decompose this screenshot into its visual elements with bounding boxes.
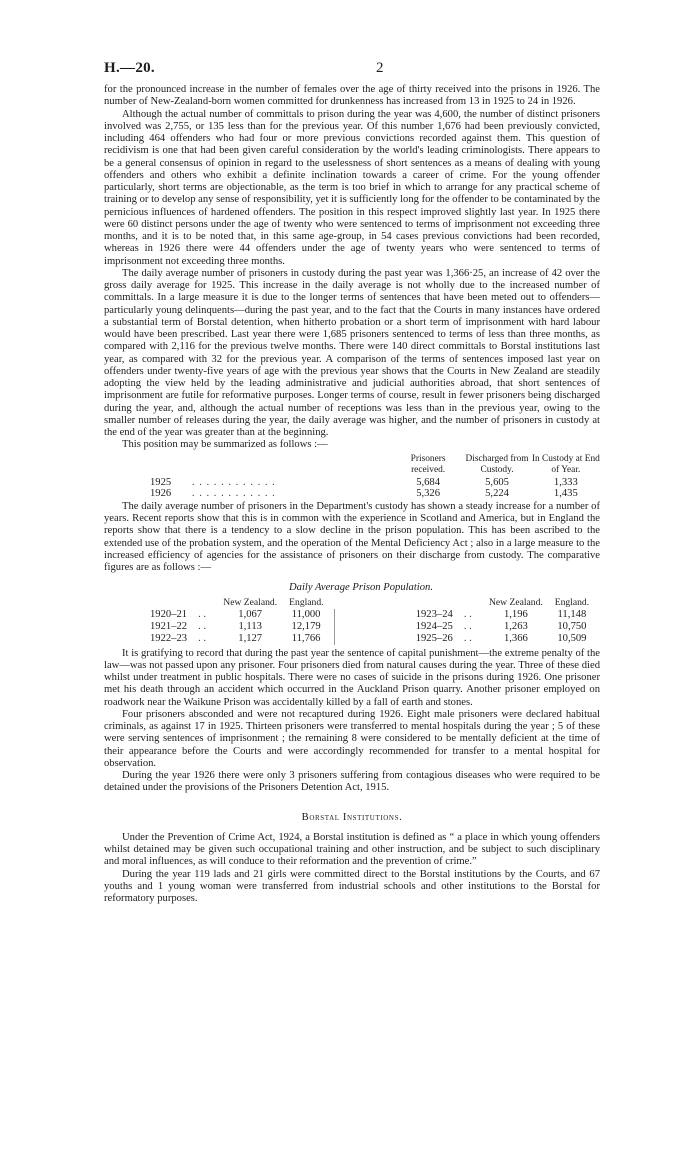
document-reference: H.—20.	[104, 60, 155, 76]
page-header	[104, 60, 600, 80]
column-header: England.	[289, 596, 324, 608]
year-cell: 1924–25	[415, 620, 453, 632]
year-cell: 1925–26	[415, 632, 453, 644]
year-cell: 1922–23	[150, 632, 188, 644]
table-header-row	[104, 454, 600, 477]
column-header: New Zealand.	[223, 596, 278, 608]
year-cell: 1923–24	[415, 608, 453, 620]
in-custody-cell: 1,435	[553, 488, 578, 500]
paragraph: The daily average number of prisoners in custody during the past year was 1,366·25, an increase of 42 over the gross daily average for 1925. This increase in the daily average is not wholly due to the increased number of committals. In a large measure it is due to the longer terms of sentences that have been meted out to offenders—particularly young delinquents—during the past year, and to the fact that the Courts in many instances have ordered a substantial term of Borstal detention, when hitherto probation or a short term of imprisonment with hard labour would have been prescribed. Last year there were 1,685 prisoners sentenced to terms of less than three months, as compared with 2,116 for the previous twelve months. There were 140 direct committals to Borstal institutions last year, as compared with 32 for the previous year. A comparison of the terms of sentences imposed last year on offenders under twenty-five years of age with the previous year shows that the Courts in New Zealand are steadily adopting the view held by the leading administrative and judicial authorities abroad, that short sentences of imprisonment are futile for reformative purposes. Longer terms of course, result in fewer prisoners being discharged during the year, and, although the actual number of receptions was less than in the previous year, owing to the smaller number of releases during the year, the daily average was higher, and the number of prisoners in custody at the end of the year was greater than at the beginning.	[104, 267, 600, 438]
section-heading: Borstal Institutions.	[301, 811, 403, 823]
table-title: Daily Average Prison Population.	[289, 582, 433, 594]
summary-table	[104, 454, 600, 500]
england-cell: 11,766	[291, 632, 321, 644]
nz-cell: 1,366	[503, 632, 528, 644]
nz-cell: 1,067	[238, 608, 263, 620]
paragraph: Although the actual number of committals to prison during the year was 4,600, the number of distinct prisoners involved was 2,755, or 135 less than for the previous year. Of this number 1,676 had been previously convicted, including 464 offenders who had four or more previous convictions recorded against them. This question of recidivism is one that had been given careful consideration by the world's leading criminologists. There appears to be a general consensus of opinion in regard to the uselessness of short sentences as a means of dealing with young offenders and others who exhibit a definite inclination towards a career of crime. For the young offender particularly, short terms are objectionable, as the term is too brief in which to arrange for any practical scheme of training or to develop any sense of responsibility, yet it is sufficiently long for the offender to be contaminated by the pernicious influences of hardened offenders. The position in this respect improved slightly last year. In 1925 there were 60 distinct persons under the age of twenty who were sentenced to terms of imprisonment not exceeding three months, and it is to be noted that, in this same age-group, in 54 cases previous convictions had been recorded, whereas in 1926 there were 44 offenders under the age of twenty years who were sentenced to terms of imprisonment not exceeding three months.	[104, 108, 600, 267]
column-header: Discharged from Custody.	[465, 453, 529, 476]
leader-dots: . .	[463, 632, 472, 644]
table-header-row	[104, 597, 600, 609]
column-header: New Zealand.	[488, 596, 543, 608]
england-cell: 11,000	[291, 608, 321, 620]
nz-cell: 1,196	[503, 608, 528, 620]
paragraph: During the year 119 lads and 21 girls were committed direct to the Borstal institutions by the Courts, and 67 youths and 1 young woman were transferred from industrial schools and other institutions to the Borstal for reformatory purposes.	[104, 868, 600, 905]
paragraph: Under the Prevention of Crime Act, 1924, a Borstal institution is defined as “ a place in which young offenders whilst detained may be given such occupational training and other instruction, and be subject to such disciplinary and moral influences, as will conduce to their reformation and the prevention of crime.”	[104, 831, 600, 868]
year-cell: 1920–21	[150, 608, 188, 620]
table-row	[104, 633, 600, 645]
table-row	[104, 488, 600, 500]
year-cell: 1925	[150, 476, 172, 488]
in-custody-cell: 1,333	[553, 476, 578, 488]
paragraph: The daily average number of prisoners in the Department's custody has shown a steady increase for a number of years. Recent reports show that this is in common with the experience in Scotland and America, but in England the reports show that there is a tendency to a slow decline in the prison population. This has been ascribed to the extended use of the probation system, and the operation of the Mental Deficiency Act ; also in a large measure to the increased efficiency of agencies for the assistance of prisoners on their discharge from custody. The comparative figures are as follows :—	[104, 500, 600, 574]
column-header: England.	[554, 596, 590, 608]
nz-cell: 1,127	[238, 632, 263, 644]
leader-dots: . .	[463, 608, 472, 620]
nz-cell: 1,263	[503, 620, 528, 632]
england-cell: 10,509	[557, 632, 587, 644]
table-row	[104, 609, 600, 621]
page-number: 2	[376, 60, 384, 76]
body-text	[104, 84, 600, 905]
england-cell: 10,750	[557, 620, 587, 632]
leader-dots: . .	[198, 620, 207, 632]
received-cell: 5,326	[416, 488, 441, 500]
leader-dots: . .	[198, 608, 207, 620]
column-divider	[335, 621, 370, 633]
leader-dots: . .	[198, 632, 207, 644]
paragraph: Four prisoners absconded and were not recaptured during 1926. Eight male prisoners were declared habitual criminals, as against 17 in 1925. Thirteen prisoners were transferred to mental hospitals during the year ; 5 of these were serving sentences of imprisonment ; the remaining 8 were considered to be mentally deficient at the time of their appearance before the Courts and were accordingly recommended for transfer to a mental hospital for observation.	[104, 708, 600, 769]
paragraph: This position may be summarized as follows :—	[122, 439, 328, 451]
paragraph: During the year 1926 there were only 3 prisoners suffering from contagious diseases who were required to be detained under the provisions of the Prisoners Detention Act, 1915.	[104, 770, 600, 794]
discharged-cell: 5,224	[485, 488, 509, 500]
leader-dots: . .	[463, 620, 472, 632]
nz-cell: 1,113	[238, 620, 262, 632]
england-cell: 11,148	[557, 608, 587, 620]
column-divider	[335, 633, 370, 645]
england-cell: 12,179	[291, 620, 321, 632]
leader-dots: . . . . . . . . . . . .	[191, 488, 276, 500]
paragraph: for the pronounced increase in the number of females over the age of thirty received into the prisons in 1926. The number of New-Zealand-born women committed for drunkenness has increased from 13 in 1925 to 24 in 1926.	[104, 84, 600, 108]
table-row	[104, 477, 600, 489]
population-table	[104, 597, 600, 645]
column-divider	[335, 609, 370, 621]
column-header: In Custody at End of Year.	[531, 453, 600, 476]
discharged-cell: 5,605	[485, 476, 509, 488]
leader-dots: . . . . . . . . . . . .	[191, 476, 276, 488]
paragraph: It is gratifying to record that during the past year the sentence of capital punishment—the extreme penalty of the law—was not passed upon any prisoner. Four prisoners died from natural causes during the year. Three of these died whilst under treatment in public hospitals. There were no cases of suicide in the prisons during 1926. One prisoner met his death through an accident which occurred in the Auckland Prison quarry. Another prisoner employed on roadwork near the Waikune Prison was accidentally killed by a fall of earth and stones.	[104, 647, 600, 708]
column-header: Prisoners received.	[410, 453, 446, 476]
year-cell: 1926	[150, 488, 172, 500]
year-cell: 1921–22	[150, 620, 188, 632]
received-cell: 5,684	[416, 476, 441, 488]
table-row	[104, 621, 600, 633]
